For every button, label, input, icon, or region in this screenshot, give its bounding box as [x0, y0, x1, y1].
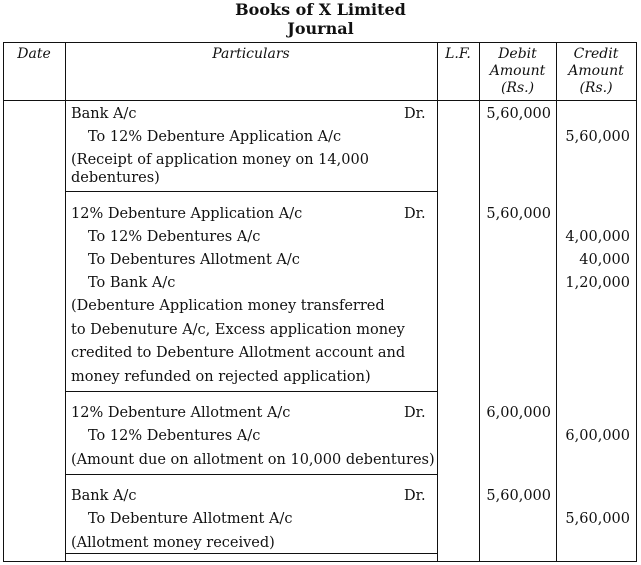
book-title: Books of X Limited: [235, 0, 406, 19]
narration: to Debenuture A/c, Excess application money: [71, 322, 405, 338]
header-particulars: Particulars: [212, 46, 290, 62]
credit-amount: 1,20,000: [565, 275, 630, 291]
narration: (Amount due on allotment on 10,000 debentures): [71, 452, 435, 468]
credit-account: To Bank A/c: [88, 275, 176, 291]
narration: debentures): [71, 170, 160, 186]
narration: (Receipt of application money on 14,000: [71, 152, 369, 168]
credit-account: To 12% Debentures A/c: [88, 229, 261, 245]
entry-separator: [65, 391, 438, 392]
table-bottom-border: [3, 561, 636, 562]
credit-account: To Debenture Allotment A/c: [88, 511, 293, 527]
narration: money refunded on rejected application): [71, 369, 371, 385]
dr-label: Dr.: [404, 206, 426, 222]
col-debit-divider: [556, 42, 557, 562]
debit-amount: 5,60,000: [486, 206, 551, 222]
col-right-border: [636, 42, 637, 562]
col-date-divider: [65, 42, 66, 562]
credit-account: To 12% Debentures A/c: [88, 428, 261, 444]
credit-amount: 4,00,000: [565, 229, 630, 245]
debit-amount: 5,60,000: [486, 106, 551, 122]
dr-label: Dr.: [404, 106, 426, 122]
entry-separator: [65, 474, 438, 475]
credit-amount: 40,000: [579, 252, 630, 268]
credit-account: To 12% Debenture Application A/c: [88, 129, 342, 145]
debit-account: Bank A/c: [71, 488, 137, 504]
narration: (Debenture Application money transferred: [71, 298, 385, 314]
dr-label: Dr.: [404, 405, 426, 421]
journal-title: Journal: [287, 19, 354, 38]
header-divider: [3, 100, 636, 101]
header-credit-amount: Credit Amount (Rs.): [568, 46, 624, 96]
header-date: Date: [17, 46, 51, 62]
entry-separator: [65, 191, 438, 192]
credit-amount: 6,00,000: [565, 428, 630, 444]
col-left-border: [3, 42, 4, 562]
table-top-border: [3, 42, 636, 43]
narration: (Allotment money received): [71, 535, 275, 551]
header-lf: L.F.: [445, 46, 471, 62]
debit-amount: 5,60,000: [486, 488, 551, 504]
dr-label: Dr.: [404, 488, 426, 504]
debit-account: Bank A/c: [71, 106, 137, 122]
debit-account: 12% Debenture Allotment A/c: [71, 405, 291, 421]
debit-account: 12% Debenture Application A/c: [71, 206, 303, 222]
credit-amount: 5,60,000: [565, 511, 630, 527]
col-particulars-divider: [437, 42, 438, 562]
narration: credited to Debenture Allotment account and: [71, 345, 406, 361]
credit-account: To Debentures Allotment A/c: [88, 252, 300, 268]
credit-amount: 5,60,000: [565, 129, 630, 145]
header-debit-amount: Debit Amount (Rs.): [489, 46, 546, 96]
debit-amount: 6,00,000: [486, 405, 551, 421]
